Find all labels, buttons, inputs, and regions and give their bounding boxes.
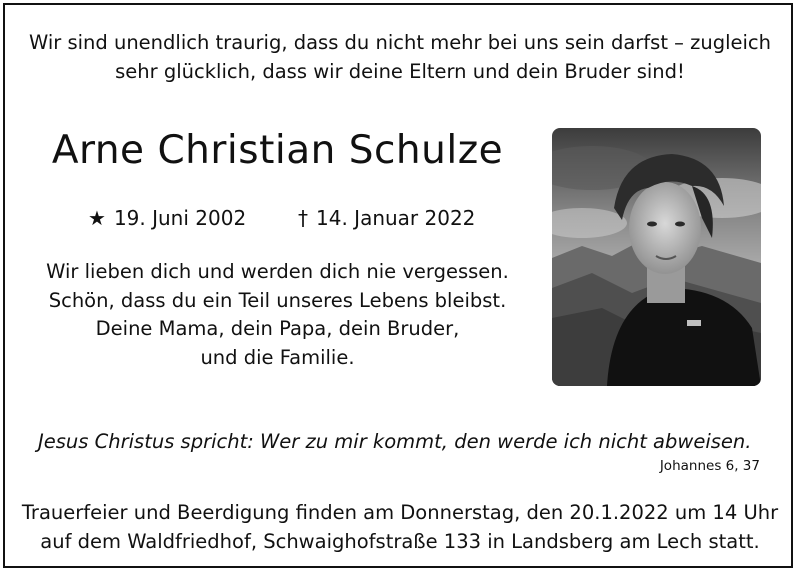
cross-icon: † bbox=[298, 206, 308, 230]
notice-line-2: auf dem Waldfriedhof, Schwaighofstraße 133 in Landsberg am Lech statt. bbox=[40, 530, 760, 553]
message-line: und die Familie. bbox=[200, 345, 355, 369]
intro-line-2: sehr glücklich, dass wir deine Eltern und dein Bruder sind! bbox=[115, 60, 685, 83]
birth-date-block bbox=[88, 206, 246, 230]
death-date: 14. Januar 2022 bbox=[316, 206, 476, 230]
deceased-name: Arne Christian Schulze bbox=[51, 128, 504, 173]
intro-line-1: Wir sind unendlich traurig, dass du nicht mehr bei uns sein darfst – zugleich bbox=[28, 31, 772, 54]
verse-reference: Johannes 6, 37 bbox=[659, 458, 760, 474]
notice-line-1: Trauerfeier und Beerdigung finden am Donnerstag, den 20.1.2022 um 14 Uhr bbox=[21, 501, 779, 524]
portrait-photo bbox=[552, 128, 761, 386]
birth-date: 19. Juni 2002 bbox=[113, 206, 247, 230]
death-date-block bbox=[298, 206, 475, 230]
funeral-notice bbox=[0, 498, 800, 556]
star-icon: ★ bbox=[88, 206, 106, 230]
message-line: Wir lieben dich und werden dich nie vergessen. bbox=[46, 260, 509, 283]
message-line: Schön, dass du ein Teil unseres Lebens bleibst. bbox=[48, 288, 507, 312]
bible-verse: Jesus Christus spricht: Wer zu mir kommt, den werde ich nicht abweisen. bbox=[38, 430, 752, 453]
family-message bbox=[0, 258, 555, 372]
message-line: Deine Mama, dein Papa, dein Bruder, bbox=[95, 317, 460, 340]
intro-text bbox=[0, 28, 800, 86]
